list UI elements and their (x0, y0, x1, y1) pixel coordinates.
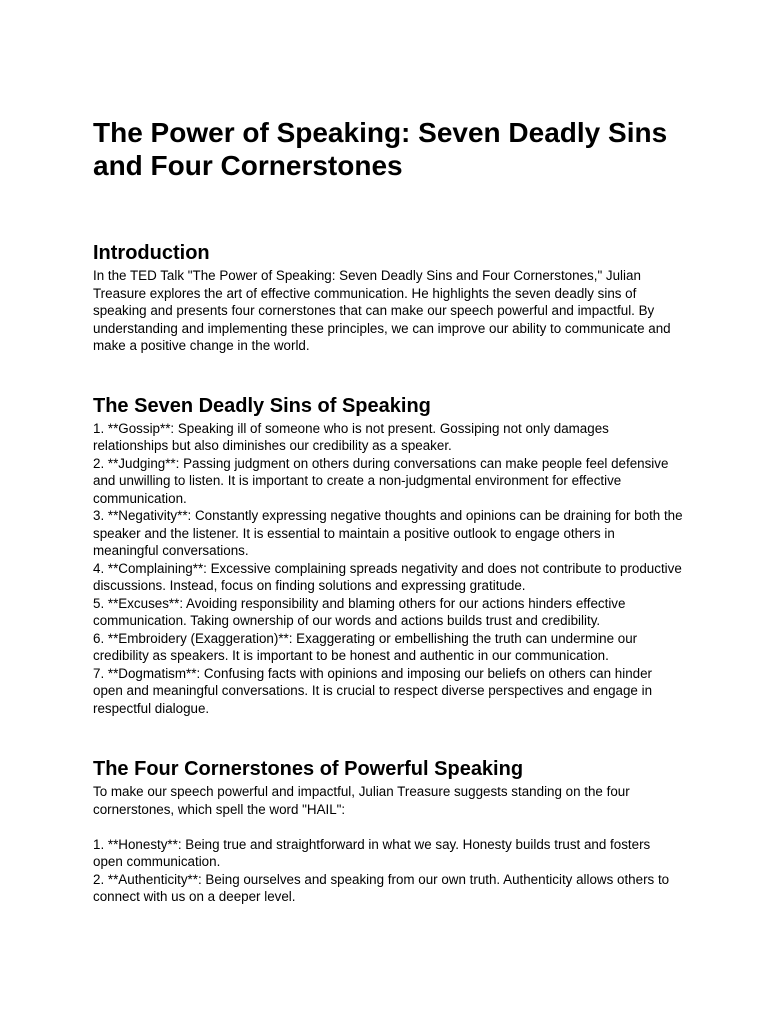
cornerstones-list (93, 836, 768, 906)
sins-list (93, 420, 768, 718)
paragraph-spacer (93, 818, 768, 836)
sin-item-judging: 2. **Judging**: Passing judgment on others during conversations can make people feel defensive and unwilling to listen. It is important to create a non-judgmental environment for effective communication. (93, 455, 669, 506)
sin-item-gossip: 1. **Gossip**: Speaking ill of someone who is not present. Gossiping not only damages relationships but also diminishes our credibility as a speaker. (93, 420, 609, 453)
cornerstones-heading: The Four Cornerstones of Powerful Speaking (93, 758, 524, 780)
sins-heading: The Seven Deadly Sins of Speaking (93, 394, 431, 417)
sin-item-negativity: 3. **Negativity**: Constantly expressing negative thoughts and opinions can be draining for both the speaker and the listener. It is essential to maintain a positive outlook to engage others in meaningful conversations. (93, 508, 683, 558)
introduction-heading: Introduction (93, 242, 210, 264)
sin-item-embroidery: 6. **Embroidery (Exaggeration)**: Exaggerating or embellishing the truth can undermine our credibility as speakers. It is important to be honest and authentic in our communication. (93, 630, 638, 663)
introduction-paragraph: In the TED Talk "The Power of Speaking: Seven Deadly Sins and Four Cornerstones," Julian Treasure explores the art of effective communication. He highlights the seven deadly sins of speaking and presents four cornerstones that can make our speech powerful and impactful. By understanding and implementing these principles, we can improve our ability to communicate and make a positive change in the world. (93, 268, 671, 353)
cornerstones-intro: To make our speech powerful and impactful, Julian Treasure suggests standing on the four cornerstones, which spell the word "HAIL": (93, 784, 630, 817)
document-title: The Power of Speaking: Seven Deadly Sins and Four Cornerstones (93, 117, 668, 181)
cornerstone-item-honesty: 1. **Honesty**: Being true and straightforward in what we say. Honesty builds trust and fosters open communication. (93, 836, 651, 869)
sin-item-complaining: 4. **Complaining**: Excessive complaining spreads negativity and does not contribute to productive discussions. Instead, focus on finding solutions and expressing gratitude. (93, 560, 682, 593)
sin-item-excuses: 5. **Excuses**: Avoiding responsibility and blaming others for our actions hinders effective communication. Taking ownership of our words and actions builds trust and credibility. (93, 595, 626, 628)
sin-item-dogmatism: 7. **Dogmatism**: Confusing facts with opinions and imposing our beliefs on others can hinder open and meaningful conversations. It is crucial to respect diverse perspectives and engage in respectful dialogue. (93, 665, 653, 716)
cornerstone-item-authenticity: 2. **Authenticity**: Being ourselves and speaking from our own truth. Authenticity allows others to connect with us on a deeper level. (93, 871, 670, 904)
